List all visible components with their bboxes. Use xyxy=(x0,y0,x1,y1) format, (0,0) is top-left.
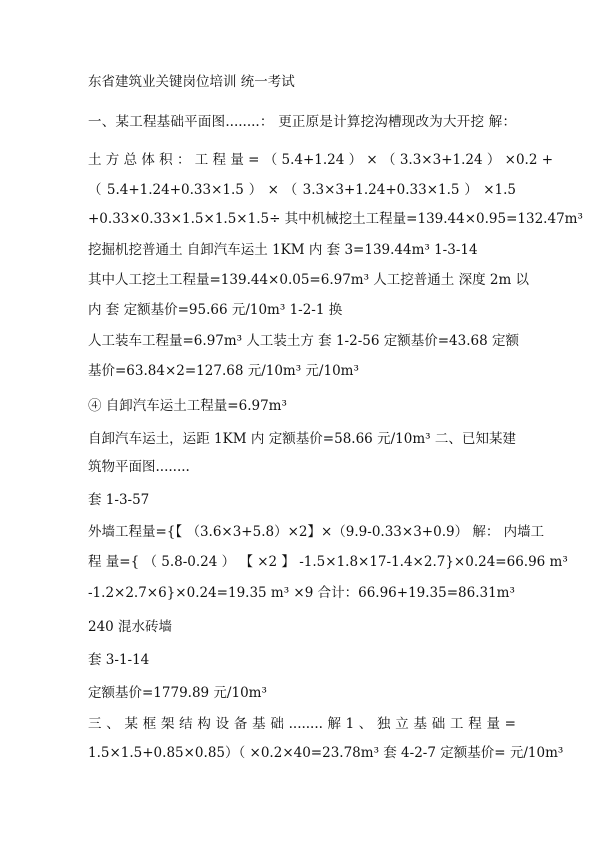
text-line: 人工装车工程量=6.97m³ 人工装土方 套 1-2-56 定额基价=43.68 定额 xyxy=(88,333,519,349)
text-line: 三 、 某 框 架 结 构 设 备 基 础 ........ 解 1 、 独 立 基 础 工 程 量 = xyxy=(88,716,516,732)
text-line: 套 3-1-14 xyxy=(88,652,150,668)
text-line: 其中人工挖土工程量=139.44×0.05=6.97m³ 人工挖普通土 深度 2m 以 xyxy=(88,272,530,288)
text-line: 240 混水砖墙 xyxy=(88,619,173,635)
text-line: -1.2×2.7×6}×0.24=19.35 m³ ×9 合计：66.96+19.35=86.31m³ xyxy=(88,585,515,601)
text-line: 外墙工程量={【 （3.6×3+5.8）×2】×（9.9-0.33×3+0.9） 解： 内墙工 xyxy=(88,524,545,540)
text-line: 土 方 总 体 积 ： 工 程 量 = （ 5.4+1.24 ） × （ 3.3×3+1.24 ） ×0.2 + xyxy=(88,152,554,168)
text-line: （ 5.4+1.24+0.33×1.5 ） × （ 3.3×3+1.24+0.33×1.5 ） ×1.5 xyxy=(88,182,516,198)
text-line: 自卸汽车运土，运距 1KM 内 定额基价=58.66 元/10m³ 二、已知某建 xyxy=(88,431,516,447)
text-line: ④ 自卸汽车运土工程量=6.97m³ xyxy=(88,398,287,414)
text-line: 内 套 定额基价=95.66 元/10m³ 1-2-1 换 xyxy=(88,302,343,318)
document-title: 东省建筑业关键岗位培训 统一考试 xyxy=(88,74,295,90)
text-line: 1.5×1.5+0.85×0.85）（ ×0.2×40=23.78m³ 套 4-2-7 定额基价= 元/10m³ xyxy=(88,745,564,761)
text-line: 筑物平面图........ xyxy=(88,459,190,475)
text-line: 基价=63.84×2=127.68 元/10m³ 元/10m³ xyxy=(88,363,359,379)
text-line: +0.33×0.33×1.5×1.5×1.5÷ 其中机械挖土工程量=139.44×0.95=132.47m³ xyxy=(88,211,583,227)
text-line: 一、某工程基础平面图........： 更正原是计算挖沟槽现改为大开挖 解： xyxy=(88,114,516,130)
text-line: 定额基价=1779.89 元/10m³ xyxy=(88,685,267,701)
text-line: 套 1-3-57 xyxy=(88,492,150,508)
text-line: 挖掘机挖普通土 自卸汽车运土 1KM 内 套 3=139.44m³ 1-3-14 xyxy=(88,242,478,258)
text-line: 程 量={ （ 5.8-0.24 ） 【 ×2 】 -1.5×1.8×17-1.4×2.7}×0.24=66.96 m³ xyxy=(88,554,568,570)
